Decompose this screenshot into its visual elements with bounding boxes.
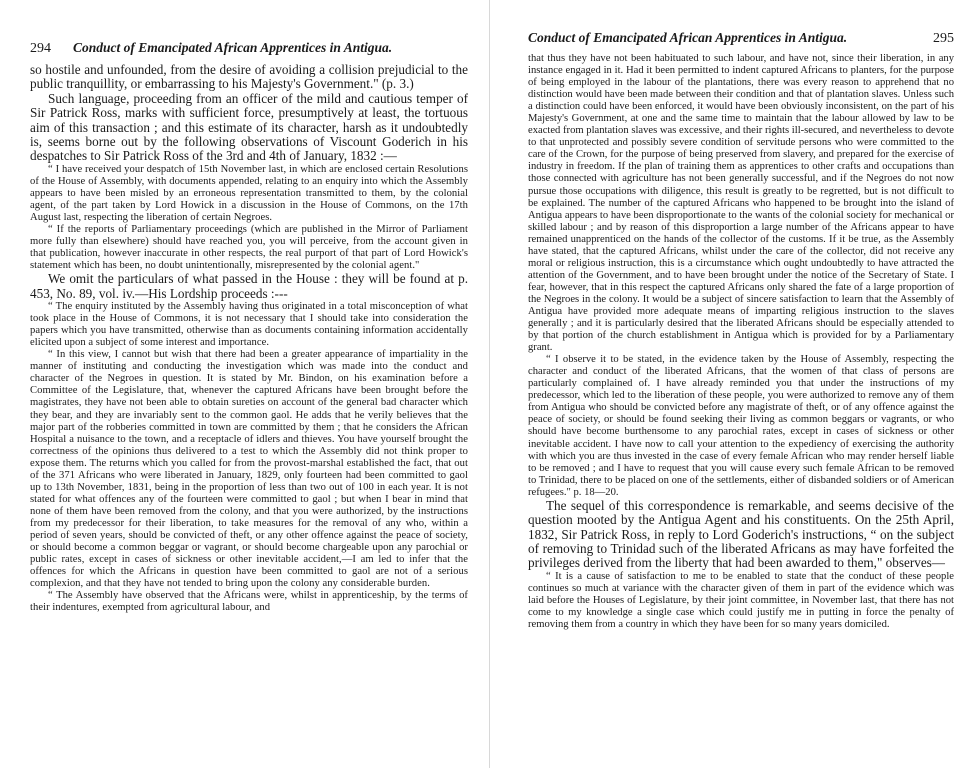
left-quote-1: “ I have received your despatch of 15th November last, in which are enclosed certain Resolutions of the House of Assembly, with documents appended, relating to an enquiry into which the Assembly appears to have been misled by an erroneous representation transmitted to them, by the colonial agent, of the part taken by Lord Howick in a discussion in the House of Commons, on the 17th August last, respecting the liberation of certain Negroes. <box>30 163 468 224</box>
left-quote-2: “ If the reports of Parliamentary proceedings (which are published in the Mirror of Parliament more fully than elsewhere) should have reached you, you will perceive, from the account given in that publication, however inaccurate in other respects, the real purport of that part of Lord Howick's statement which has been, no doubt unintentionally, misrepresented by the colonial agent." <box>30 224 468 272</box>
left-running-title: Conduct of Emancipated African Apprentices in Antigua. <box>73 40 393 55</box>
left-paragraph-2: Such language, proceeding from an officer of the mild and cautious temper of Sir Patrick Ross, marks with sufficient force, presumptively at least, the tortuous aim of this transaction ; and this estimate of its character, harsh as it undoubtedly is, seems borne out by the following observations of Viscount Goderich in his despatches to Sir Patrick Ross of the 3rd and 4th of January, 1832 :— <box>30 90 468 164</box>
right-page-header <box>528 30 954 47</box>
right-page-number: 295 <box>933 31 954 46</box>
right-page <box>490 0 980 768</box>
left-page-number: 294 <box>30 41 51 56</box>
left-paragraph-1: so hostile and unfounded, from the desire of avoiding a collision prejudicial to the public tranquillity, or embarrassing to his Majesty's Government." (p. 3.) <box>30 62 468 92</box>
left-page-header <box>30 40 468 57</box>
right-quote-1: that thus they have not been habituated to such labour, and have not, since their liberation, in any instance engaged in it. Had it been permitted to indent captured Africans to planters, for the purpose of being employed in the labour of the plantations, there was every reason to apprehend that no distinction would have been made between their condition and that of plantation slaves. Unless such a distinction could have been enforced, it would have been obviously inconsistent, on the part of his Majesty's Government, at one and the same time to maintain that the labour allowed by law to be exacted from plantation slaves was excessive, and their rights ill-secured, and nevertheless to devote to that unprotected and possibly severe condition of servitude persons who were committed to the care of the Crown, for the purpose of being preserved from slavery, and prepared for the exercise of industry in freedom. If the plan of training them as apprentices to other crafts and occupations than those connected with agriculture has not been generally successful, and if the Negroes do not now pursue those occupations with diligence, this result is greatly to be regretted, but is not difficult to be explained. The number of the captured Africans who happened to be brought into the island of Antigua appears to have been disproportionate to the wants of the colonial society for mechanical or skilled labour ; and by reason of this disproportion a large number of the Africans appear to have remained unapprenticed on the hands of the collector of the customs. If it be true, as the Assembly have stated, that the captured Africans, whilst under the care of the collector, did not receive any moral or religious instruction, this is a circumstance which ought undoubtedly to have attracted the attention of the Government, and to have been brought under the notice of the Secretary of State. I fear, however, that in this respect the captured Africans only shared the fate of a large proportion of the Negroes in the colony. It would be a subject of sincere satisfaction to learn that the Assembly of Antigua have provided more adequate means of imparting religious instruction to the slaves generally ; and it is particularly desired that the liberated Africans should be especially attended to by that portion of the church establishment in Antigua which is provided for by a Parliamentary grant. <box>528 53 954 354</box>
right-running-title: Conduct of Emancipated African Apprentices in Antigua. <box>528 30 848 45</box>
left-quote-3: “ The enquiry instituted by the Assembly having thus originated in a total misconception of what took place in the House of Commons, it is not necessary that I should take into consideration the papers which you have transmitted, otherwise than as documents containing information accidentally elicited upon a subject of some interest and importance. <box>30 301 468 349</box>
right-quote-3: “ It is a cause of satisfaction to me to be enabled to state that the conduct of these people continues so much at variance with the character given of them in part of the evidence which was laid before the Houses of Legislature, by their joint committee, in November last, that there has not come to my knowledge a single case which could justify me in putting in force the penalty of removing them from a country in which they have been for so many years domiciled. <box>528 570 954 630</box>
right-paragraph-1: The sequel of this correspondence is remarkable, and seems decisive of the question mooted by the Antigua Agent and his constituents. On the 25th April, 1832, Sir Patrick Ross, in reply to Lord Goderich's instructions, “ on the subject of removing to Trinidad such of the liberated Africans as may have forfeited the privileges derived from the liberty that had been awarded to them," observes— <box>528 497 954 571</box>
right-quote-2: “ I observe it to be stated, in the evidence taken by the House of Assembly, respecting the character and conduct of the liberated Africans, that the women of that class of persons are particularly complained of. I have already reminded you that under the instructions of my predecessor, which led to the liberation of these people, you were authorized to remove any of them from Antigua who should be convicted before any magistrate of theft, or of any offence against the peace of society, or should be found seeking their living as common beggars or vagrants, or who should have become burthensome to any parochial rates, except in cases of sickness or other inevitable accident. I have now to call your attention to the expediency of exercising the authority with which you are thus invested in the case of every female African who may render herself liable to be removed ; and I have to request that you will cause every such female African to be removed to Trinidad, there to be placed on one of the settlements, either of disbanded soldiers or of American refugees." p. 18—20. <box>528 354 954 498</box>
left-quote-4: “ In this view, I cannot but wish that there had been a greater appearance of impartiality in the manner of instituting and conducting the investigation which was made into the conduct and character of the Negroes in question. It is stated by Mr. Bindon, on his examination before a Committee of the Legislature, that, whenever the captured Africans have been brought before the magistrates, they have not been able to obtain sureties on account of the general bad character which they bear, and they are invariably sent to the common gaol. He adds that he verily believes that the major part of the robberies committed in town are committed by them ; that he considers the African Hospital a nuisance to the town, and a receptacle of idlers and thieves. You have yourself brought the correctness of the opinions thus delivered to a test to which the Assembly did not think proper to expose them. The returns which you called for from the provost-marshal established the fact, that out of the 371 Africans who were liberated in January, 1829, only fourteen had been committed to gaol up to 13th November, 1831, being in the proportion of less than two out of 100 in each year. It is not stated for what offences any of the fourteen were committed to gaol ; but when I bear in mind that none of them have been removed from the colony, and that you were authorized, by the instructions from my predecessor for their liberation, to take measures for the removal of any who, within a period of seven years, should be convicted of theft, or any other offence against the peace of society, or should become a common beggar or vagrant, or should become chargeable upon any parochial or public rates, except in cases of sickness or other inevitable accident,—I am led to infer that the offences for which the Africans in question have been committed to gaol are not of a serious complexion, and that they have not tended to bring upon the colony any considerable burden. <box>30 349 468 590</box>
left-quote-5: “ The Assembly have observed that the Africans were, whilst in apprenticeship, by the terms of their indentures, exempted from agricultural labour, and <box>30 590 468 614</box>
left-paragraph-3: We omit the particulars of what passed in the House : they will be found at p. 453, No. 89, vol. iv.—His Lordship proceeds :--- <box>30 271 468 301</box>
